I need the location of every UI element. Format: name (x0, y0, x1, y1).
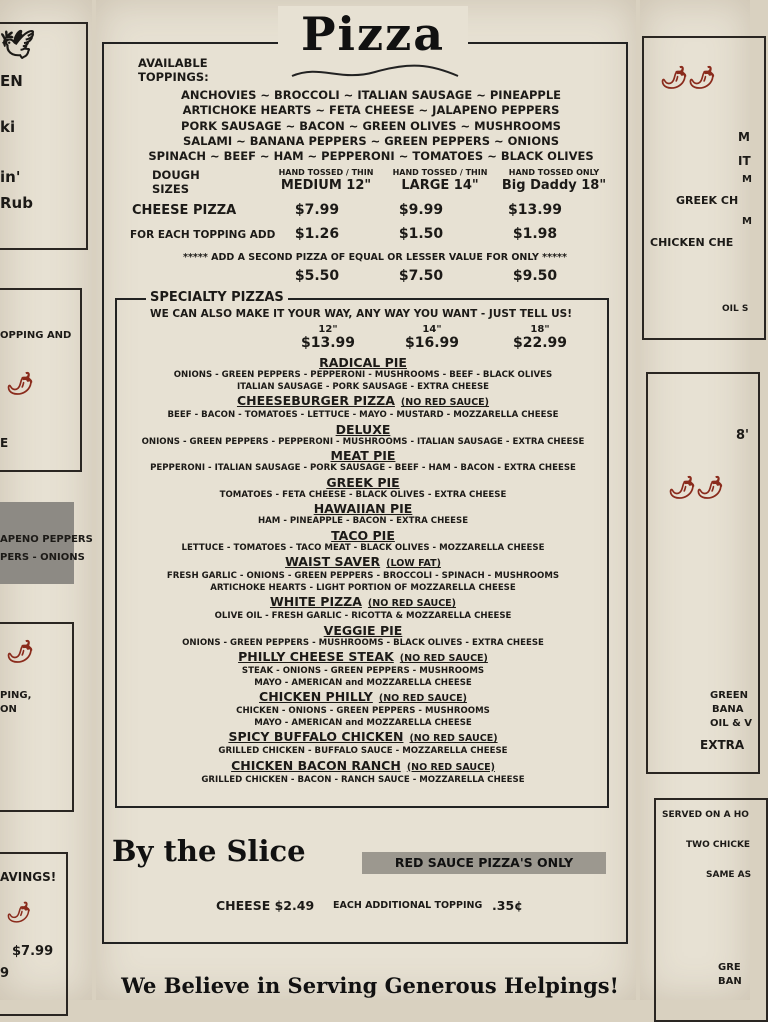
right-fragment: SAME AS (706, 870, 752, 880)
specialty-pie-name (118, 356, 608, 370)
peppers-icon: 🌶 (6, 372, 34, 397)
specialty-pie (118, 690, 608, 729)
second-pizza-note: ***** ADD A SECOND PIZZA OF EQUAL OR LESSER VALUE FOR ONLY ***** (183, 252, 567, 263)
toppings-line: ANCHOVIES ~ BROCCOLI ~ ITALIAN SAUSAGE ~ PINEAPPLE (181, 88, 561, 102)
specialty-pie-title: PHILLY CHEESE STEAK (238, 649, 394, 664)
size-column-head: HAND TOSSED / THIN (392, 168, 488, 177)
specialty-pie-note: (NO RED SAUCE) (399, 653, 488, 664)
specialty-pie-title: SPICY BUFFALO CHICKEN (228, 729, 404, 744)
specialty-pie-list (118, 356, 608, 787)
specialty-pie-name (118, 730, 608, 746)
right-fragment: BAN (718, 976, 742, 987)
specialty-size-price: $22.99 (512, 335, 568, 351)
toppings-line: SPINACH ~ BEEF ~ HAM ~ PEPPERONI ~ TOMATOES ~ BLACK OLIVES (148, 149, 594, 164)
toppings-line: ARTICHOKE HEARTS ~ FETA CHEESE ~ JALAPENO PEPPERS (182, 103, 560, 118)
specialty-pie (118, 449, 608, 475)
specialty-pie-ingredients: LETTUCE - TOMATOES - TACO MEAT - BLACK OLIVES - MOZZARELLA CHEESE (181, 542, 545, 553)
right-fragment: CHICKEN CHE (650, 236, 734, 249)
specialty-pie-title: WHITE PIZZA (269, 594, 362, 609)
topping-price-large: $1.50 (398, 226, 444, 242)
specialty-pie-ingredients: ITALIAN SAUSAGE - PORK SAUSAGE - EXTRA CHEESE (236, 381, 490, 392)
peppers-icon: 🌶 (6, 640, 34, 665)
specialty-pie-ingredients: HAM - PINEAPPLE - BACON - EXTRA CHEESE (257, 516, 469, 526)
size-column-large (384, 168, 496, 193)
cheese-price-large: $9.99 (398, 202, 444, 218)
right-fragment: TWO CHICKE (686, 840, 751, 850)
left-fragment: PING, (0, 690, 32, 701)
by-the-slice-title: By the Slice (112, 834, 306, 868)
left-fragment: ON (0, 704, 17, 715)
cheese-pizza-label: CHEESE PIZZA (132, 203, 237, 218)
left-fragment: AVINGS! (0, 870, 57, 884)
specialty-pie-name (118, 555, 608, 571)
specialty-pie-note: (NO RED SAUCE) (367, 598, 457, 609)
specialty-pie-ingredients: MAYO - AMERICAN and MOZZARELLA CHEESE (254, 677, 472, 688)
specialty-pie-name (118, 423, 608, 437)
specialty-pie (118, 624, 608, 650)
specialty-pie (118, 423, 608, 449)
right-box-bottom (654, 798, 768, 1022)
specialty-pie-title: WAIST SAVER (285, 554, 381, 569)
specialty-size-12 (288, 324, 368, 351)
second-price-medium: $5.50 (294, 268, 340, 284)
specialty-pie-title: CHEESEBURGER PIZZA (236, 393, 395, 408)
page-title: Pizza (278, 6, 468, 62)
specialty-pie-ingredients: CHICKEN - ONIONS - GREEN PEPPERS - MUSHROOMS (236, 706, 490, 716)
right-fragment: BANA (712, 704, 744, 715)
specialty-pie-name (118, 624, 608, 638)
specialty-pie-ingredients: FRESH GARLIC - ONIONS - GREEN PEPPERS - BROCCOLI - SPINACH - MUSHROOMS (166, 571, 560, 581)
specialty-size-price: $13.99 (300, 335, 356, 351)
cheese-price-medium: $7.99 (294, 202, 340, 218)
size-column-size: MEDIUM 12" (280, 178, 372, 193)
available-toppings-label: AVAILABLE TOPPINGS: (138, 56, 209, 84)
specialty-pie-name (118, 394, 608, 410)
left-fragment: 9 (0, 966, 10, 981)
specialty-pie (118, 759, 608, 787)
right-fragment: M (742, 216, 752, 227)
specialty-pie (118, 730, 608, 758)
size-column-big-daddy (494, 168, 614, 193)
peppers-icon: 🌶 (6, 900, 32, 924)
specialty-pie-ingredients: MAYO - AMERICAN and MOZZARELLA CHEESE (254, 717, 472, 728)
specialty-pie-ingredients: GRILLED CHICKEN - BACON - RANCH SAUCE - MOZZARELLA CHEESE (201, 774, 525, 785)
specialty-pie-note: (NO RED SAUCE) (406, 761, 495, 773)
specialty-pie-ingredients: BEEF - BACON - TOMATOES - LETTUCE - MAYO - MUSTARD - MOZZARELLA CHEESE (167, 410, 559, 420)
left-fragment: $7.99 (12, 944, 54, 959)
slice-extra-topping-price: .35¢ (492, 898, 523, 913)
specialty-pie-name (118, 650, 608, 666)
specialty-pie-title: MEAT PIE (330, 448, 396, 463)
specialty-pie-name (118, 476, 608, 490)
peppers-icon: 🌶🌶 (668, 476, 724, 501)
specialty-size-label: 18" (530, 324, 550, 335)
specialty-pie-ingredients: STEAK - ONIONS - GREEN PEPPERS - MUSHROOMS (241, 666, 485, 676)
left-fragment: ki (0, 118, 16, 136)
right-fragment: EXTRA (700, 738, 745, 752)
right-fragment: M (742, 174, 752, 185)
topping-price-medium: $1.26 (294, 226, 340, 242)
left-fragment: E (0, 436, 9, 450)
specialty-pie-title: HAWAIIAN PIE (313, 501, 413, 516)
specialty-pie (118, 394, 608, 422)
specialty-pie-ingredients: OLIVE OIL - FRESH GARLIC - RICOTTA & MOZZARELLA CHEESE (214, 611, 512, 621)
slice-extra-topping-label: EACH ADDITIONAL TOPPING (333, 900, 483, 911)
specialty-title: SPECIALTY PIZZAS (146, 290, 288, 305)
specialty-tagline: WE CAN ALSO MAKE IT YOUR WAY, ANY WAY YOU WANT - JUST TELL US! (150, 308, 572, 320)
right-fragment: OIL & V (710, 718, 753, 729)
left-fragment: in' (0, 168, 21, 186)
right-fragment: IT (738, 154, 751, 168)
size-column-head: HAND TOSSED ONLY (508, 168, 600, 177)
specialty-pie-name (118, 529, 608, 543)
toppings-line: SALAMI ~ BANANA PEPPERS ~ GREEN PEPPERS ~ ONIONS (182, 133, 560, 148)
specialty-pie-ingredients: ONIONS - GREEN PEPPERS - MUSHROOMS - BLACK OLIVES - EXTRA CHEESE (182, 637, 544, 648)
right-fragment: 8' (736, 428, 750, 443)
specialty-pie-ingredients: ONIONS - GREEN PEPPERS - PEPPERONI - MUSHROOMS - ITALIAN SAUSAGE - EXTRA CHEESE (141, 436, 585, 447)
specialty-pie-title: GREEK PIE (326, 474, 400, 490)
slice-cheese-price: CHEESE $2.49 (216, 898, 315, 913)
left-wing-icon: 🕊 (0, 28, 36, 61)
size-column-size: LARGE 14" (401, 178, 479, 193)
specialty-pie-name (118, 690, 608, 706)
specialty-pie-title: VEGGIE PIE (323, 622, 403, 638)
right-fragment: GREEN (710, 690, 748, 701)
peppers-icon: 🌶🌶 (660, 66, 716, 91)
specialty-pie-title: RADICAL PIE (319, 355, 407, 370)
specialty-pie-title: TACO PIE (331, 527, 395, 543)
specialty-size-14 (392, 324, 472, 351)
specialty-pie-name (118, 595, 608, 611)
right-fragment: M (738, 130, 750, 144)
specialty-pie-ingredients: TOMATOES - FETA CHEESE - BLACK OLIVES - EXTRA CHEESE (219, 489, 507, 500)
specialty-pie-ingredients: PEPPERONI - ITALIAN SAUSAGE - PORK SAUSAGE - BEEF - HAM - BACON - EXTRA CHEESE (150, 463, 576, 473)
specialty-pie-name (118, 449, 608, 463)
size-column-size: Big Daddy 18" (501, 178, 607, 193)
specialty-pie (118, 356, 608, 393)
left-fragment: EN (0, 72, 23, 90)
decorative-swirl (290, 62, 460, 82)
topping-price-big-daddy: $1.98 (512, 226, 558, 242)
size-column-head: HAND TOSSED / THIN (278, 168, 374, 177)
left-fragment: Rub (0, 194, 33, 212)
specialty-pie (118, 555, 608, 594)
specialty-size-18 (500, 324, 580, 351)
second-price-large: $7.50 (398, 268, 444, 284)
specialty-size-price: $16.99 (404, 335, 460, 351)
specialty-pie-ingredients: ARTICHOKE HEARTS - LIGHT PORTION OF MOZZARELLA CHEESE (210, 582, 516, 593)
specialty-pie-name (118, 759, 608, 775)
toppings-line: PORK SAUSAGE ~ BACON ~ GREEN OLIVES ~ MUSHROOMS (181, 118, 561, 133)
specialty-size-label: 12" (318, 324, 338, 335)
left-fragment: PERS - ONIONS (0, 552, 85, 563)
specialty-pie-title: CHICKEN BACON RANCH (231, 757, 401, 773)
right-fragment: OIL S (722, 304, 749, 314)
toppings-list (136, 88, 606, 164)
specialty-pie (118, 529, 608, 555)
footer-slogan: We Believe in Serving Generous Helpings! (121, 973, 619, 998)
size-column-medium (270, 168, 382, 193)
specialty-pie (118, 476, 608, 502)
dough-sizes-label: DOUGH SIZES (152, 168, 200, 196)
right-fragment: GRE (718, 962, 741, 973)
second-price-big-daddy: $9.50 (512, 268, 558, 284)
specialty-pie-note: (NO RED SAUCE) (400, 397, 490, 408)
specialty-pie (118, 595, 608, 623)
red-sauce-badge: RED SAUCE PIZZA'S ONLY (362, 852, 606, 874)
specialty-size-label: 14" (422, 324, 442, 335)
specialty-pie-title: DELUXE (335, 421, 391, 437)
left-fragment: OPPING AND (0, 330, 72, 341)
specialty-pie (118, 650, 608, 689)
right-fragment: GREEK CH (676, 194, 739, 207)
left-fragment: APENO PEPPERS (0, 534, 93, 545)
specialty-pie-note: (NO RED SAUCE) (378, 693, 467, 704)
cheese-price-big-daddy: $13.99 (507, 202, 563, 218)
specialty-pie-ingredients: ONIONS - GREEN PEPPERS - PEPPERONI - MUSHROOMS - BEEF - BLACK OLIVES (173, 370, 553, 380)
specialty-pie-name (118, 502, 608, 516)
each-topping-label: FOR EACH TOPPING ADD (130, 229, 276, 241)
specialty-pie-note: (LOW FAT) (386, 558, 441, 569)
right-fragment: SERVED ON A HO (662, 810, 749, 820)
specialty-pie-note: (NO RED SAUCE) (409, 733, 498, 744)
specialty-pie (118, 502, 608, 528)
specialty-pie-title: CHICKEN PHILLY (259, 689, 373, 704)
specialty-pie-ingredients: GRILLED CHICKEN - BUFFALO SAUCE - MOZZARELLA CHEESE (218, 746, 508, 756)
